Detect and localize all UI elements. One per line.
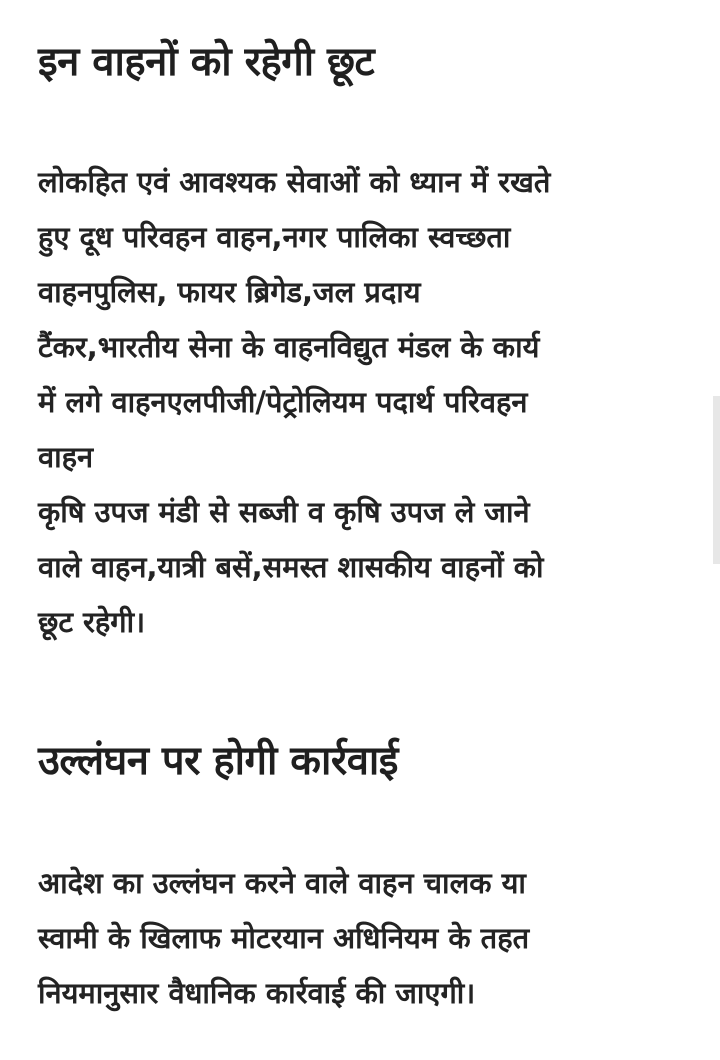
section-heading-exemptions: इन वाहनों को रहेगी छूट: [38, 39, 375, 85]
paragraph-line: वाहनपुलिस, फायर ब्रिगेड,जल प्रदाय: [38, 275, 421, 309]
paragraph-line: वाहन: [38, 440, 94, 474]
paragraph-line: टैंकर,भारतीय सेना के वाहनविद्युत मंडल के कार्य: [38, 330, 540, 364]
scrollbar-thumb[interactable]: [713, 396, 720, 564]
exemptions-paragraph: [38, 155, 688, 650]
paragraph-line: स्वामी के खिलाफ मोटरयान अधिनियम के तहत: [38, 921, 530, 955]
paragraph-line: में लगे वाहनएलपीजी/पेट्रोलियम पदार्थ परिवहन: [38, 385, 528, 419]
paragraph-line: नियमानुसार वैधानिक कार्रवाई की जाएगी।: [38, 976, 476, 1010]
paragraph-line: हुए दूध परिवहन वाहन,नगर पालिका स्वच्छता: [38, 220, 511, 254]
paragraph-line: आदेश का उल्लंघन करने वाले वाहन चालक या: [38, 866, 526, 900]
paragraph-line: छूट रहेगी।: [38, 605, 146, 639]
paragraph-line: वाले वाहन,यात्री बसें,समस्त शासकीय वाहनों को: [38, 550, 544, 584]
paragraph-line: लोकहित एवं आवश्यक सेवाओं को ध्यान में रखते: [38, 165, 551, 199]
violation-paragraph: [38, 856, 688, 1021]
paragraph-line: कृषि उपज मंडी से सब्जी व कृषि उपज ले जाने: [38, 495, 530, 529]
section-heading-violation-action: उल्लंघन पर होगी कार्रवाई: [38, 738, 398, 784]
